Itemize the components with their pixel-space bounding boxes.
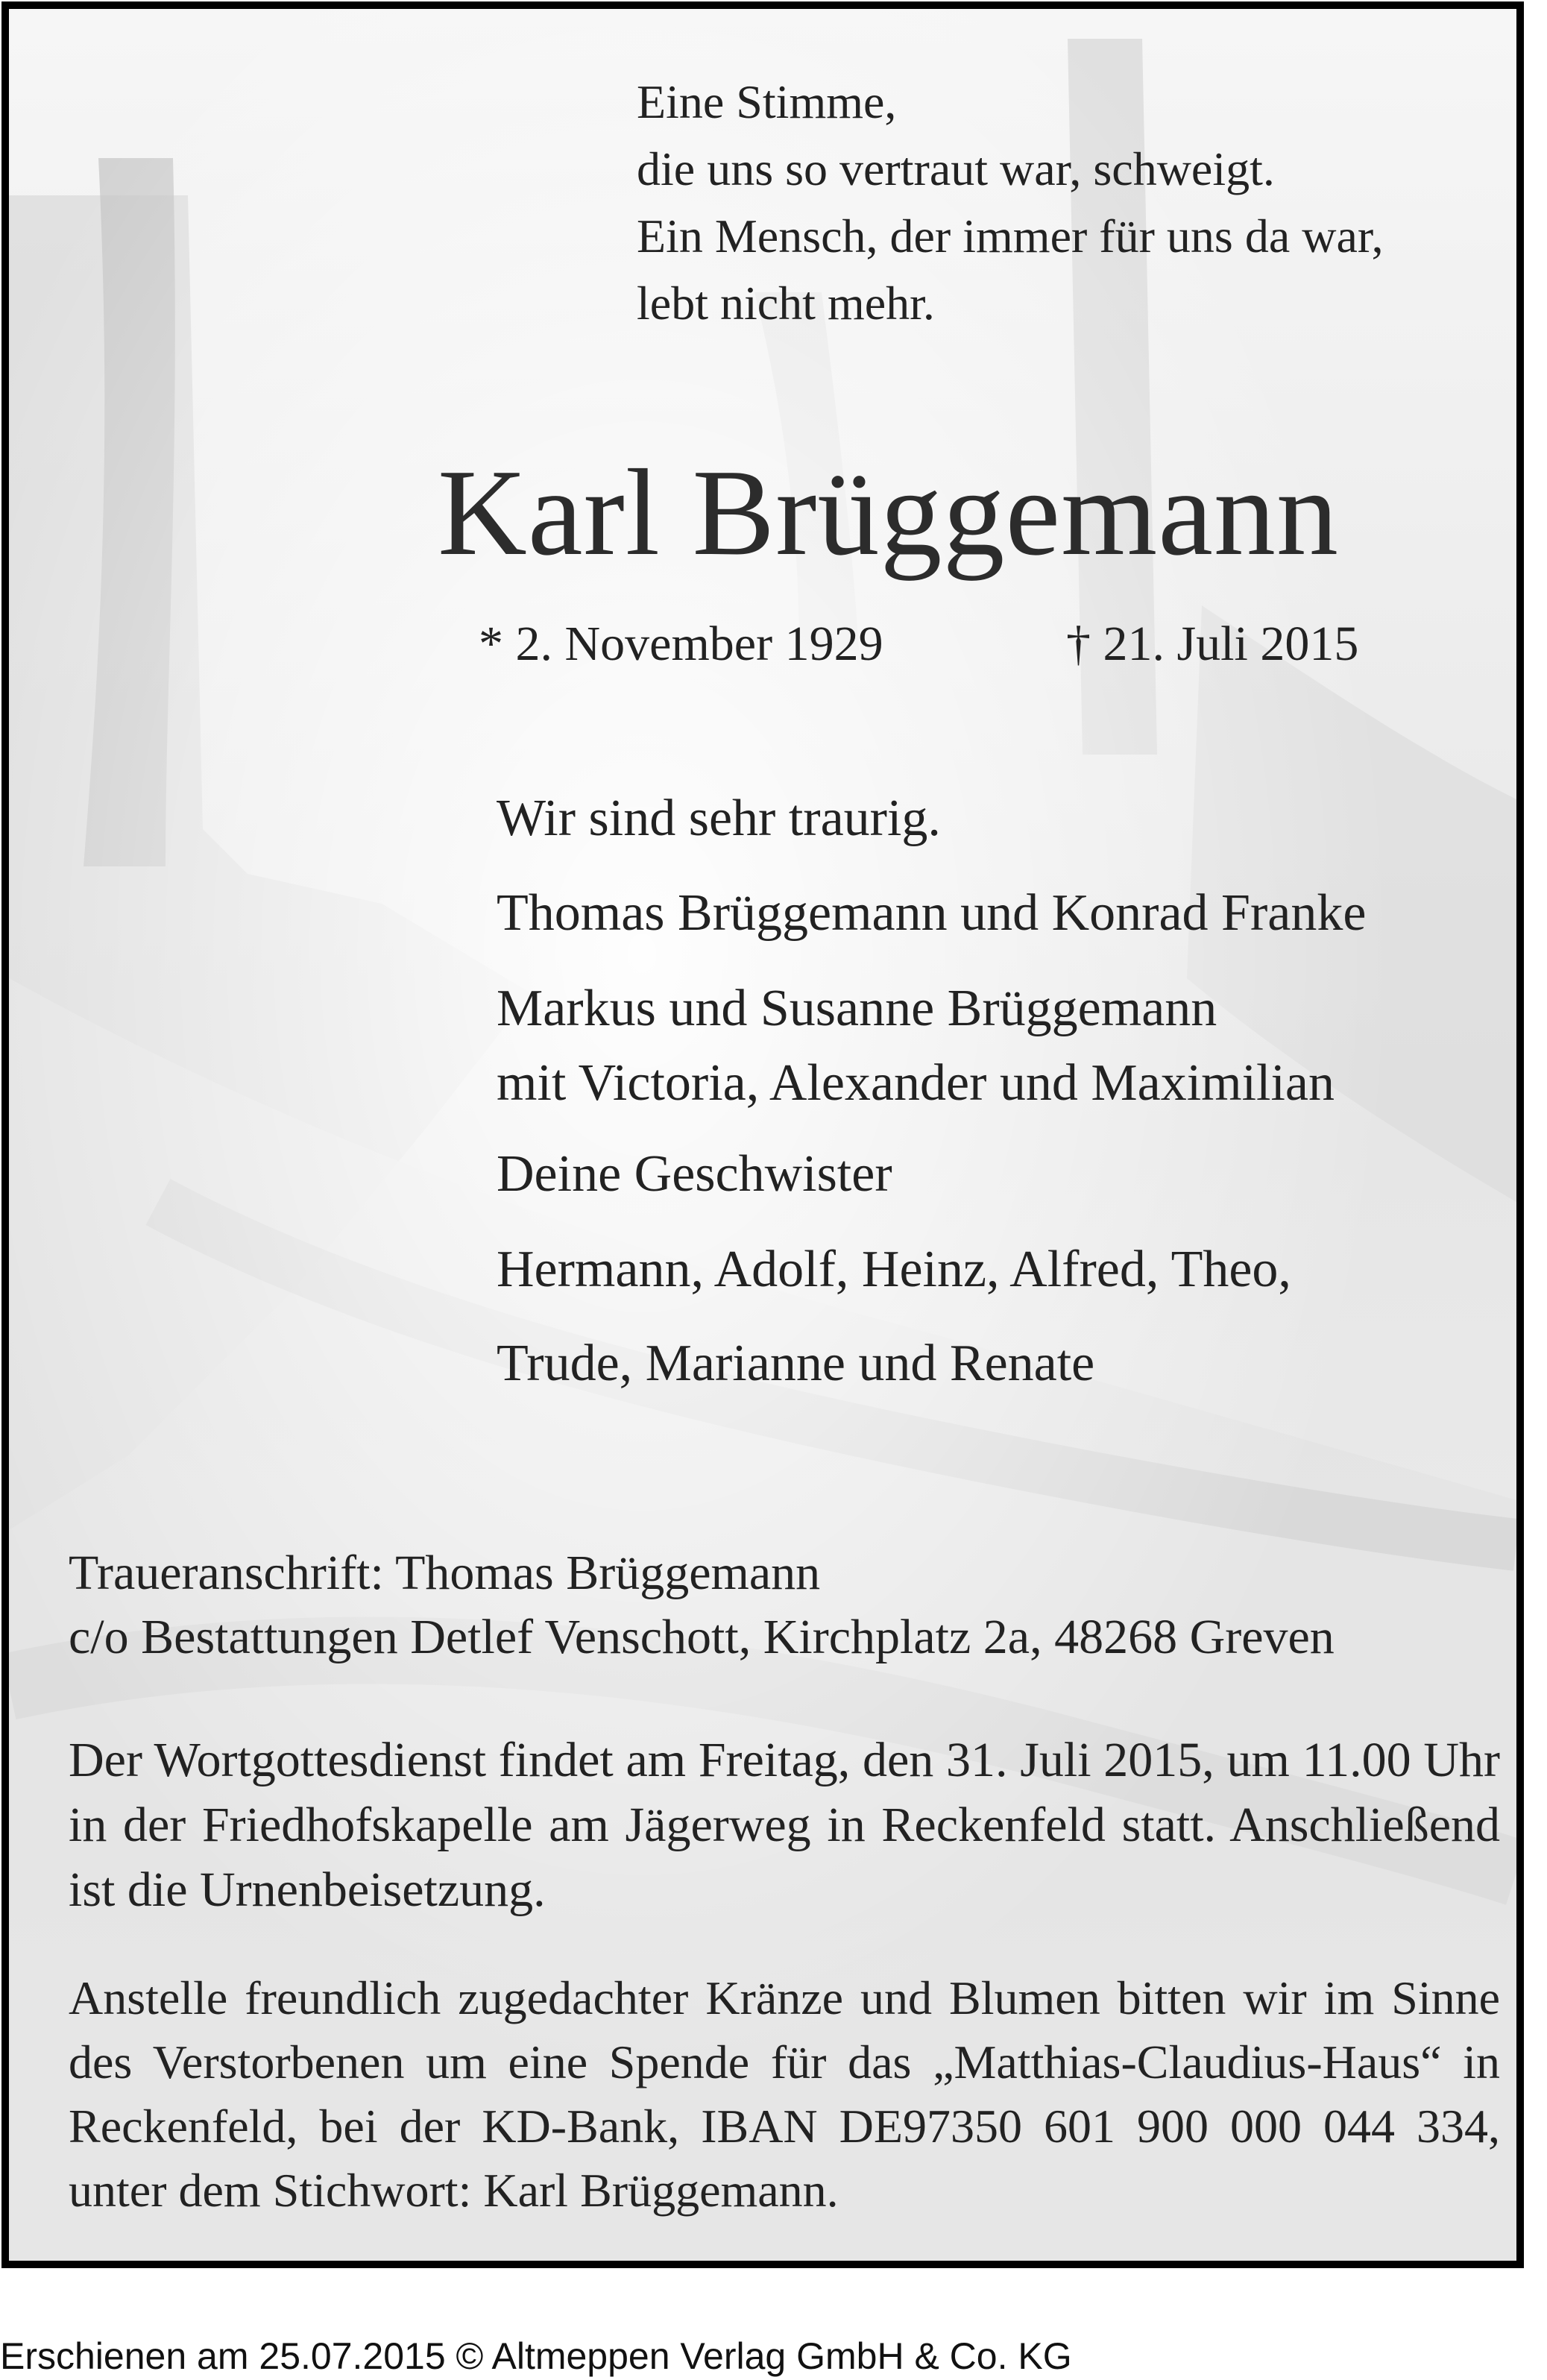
background-forest-image [9, 9, 1516, 2261]
publication-footer: Erschienen am 25.07.2015 © Altmeppen Verlag GmbH & Co. KG [0, 2335, 1072, 2377]
family-line: Thomas Brüggemann und Konrad Franke [497, 884, 1367, 942]
verse-line: Ein Mensch, der immer für uns da war, [637, 210, 1384, 262]
verse-line: lebt nicht mehr. [637, 277, 935, 330]
mourning-address [69, 1541, 1500, 1669]
verse-line: Eine Stimme, [637, 75, 897, 128]
family-line: Trude, Marianne und Renate [497, 1335, 1095, 1392]
family-line: Wir sind sehr traurig. [497, 790, 941, 847]
address-line: Traueranschrift: Thomas Brüggemann [69, 1546, 821, 1600]
family-line: Deine Geschwister [497, 1145, 892, 1203]
death-date: † 21. Juli 2015 [1066, 617, 1359, 671]
donation-notice: Anstelle freundlich zugedachter Kränze und Blumen bitten wir im Sinne des Verstorbenen um eine Spende für das „Matthias-Claudius-Haus“ in Reckenfeld, bei der KD-Bank, IBAN DE97350 601 900 000 044 334, unter dem Stichwort: Karl Brüggemann. [69, 1971, 1500, 2217]
family-line: Markus und Susanne Brüggemann [497, 980, 1217, 1037]
service-notice: Der Wortgottesdienst findet am Freitag, den 31. Juli 2015, um 11.00 Uhr in der Friedhofskapelle am Jägerweg in Reckenfeld statt. Anschließend ist die Urnenbeisetzung. [69, 1733, 1500, 1917]
verse [637, 69, 1494, 337]
address-line: c/o Bestattungen Detlef Venschott, Kirchplatz 2a, 48268 Greven [69, 1610, 1335, 1664]
verse-line: die uns so vertraut war, schweigt. [637, 142, 1275, 195]
family-line: Hermann, Adolf, Heinz, Alfred, Theo, [497, 1241, 1291, 1298]
birth-date: * 2. November 1929 [479, 617, 883, 671]
deceased-name: Karl Brüggemann [438, 444, 1339, 581]
obituary-frame [1, 1, 1524, 2268]
family-line: mit Victoria, Alexander und Maximilian [497, 1054, 1335, 1112]
